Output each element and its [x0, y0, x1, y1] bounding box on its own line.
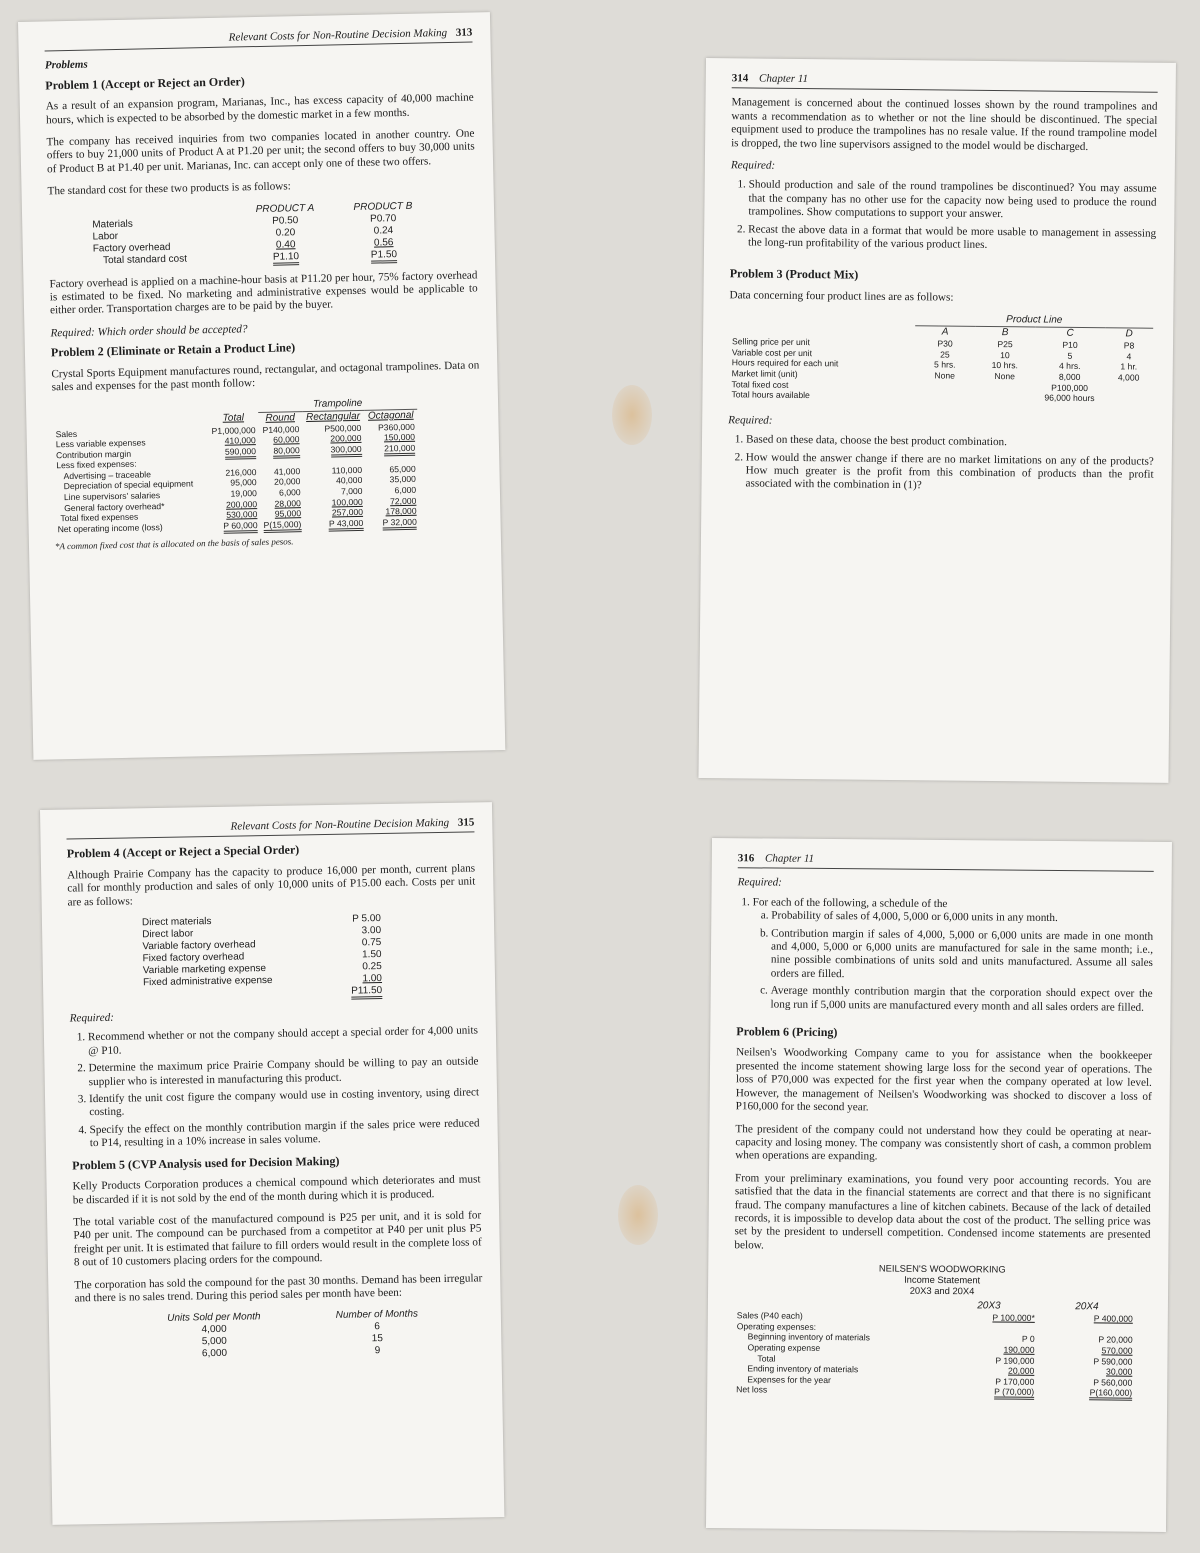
section-title: Problems [44, 58, 88, 72]
running-head [732, 72, 1158, 93]
total-cell: P11.50 [351, 985, 382, 1000]
cell: 96,000 hours [1044, 392, 1095, 404]
unit-cost-rows [138, 913, 386, 989]
cell: 5,000 [201, 1336, 227, 1348]
cell: Selling price per unit [731, 336, 810, 348]
cell: Total fixed cost [731, 378, 789, 390]
cell: P 590,000 [1093, 1355, 1133, 1367]
cell: Ending inventory of materials [747, 1363, 859, 1375]
cell: 4 hrs. [1058, 361, 1081, 372]
cell: 25 [940, 349, 950, 360]
problem-4-para-1: Although Prairie Company has the capacity to produce 16,000 per month, current plans call for monthly production and sales of only 10,000 units of P15.00 each. Costs per unit are as follows: [67, 862, 476, 909]
cell: Total [757, 1352, 776, 1364]
col-total: Total [222, 412, 245, 425]
cell: 10 hrs. [991, 360, 1018, 371]
cell: P 60,000 [223, 520, 258, 534]
problem-6-title: Problem 6 (Pricing) [736, 1024, 838, 1040]
cell: 0.24 [373, 224, 394, 237]
cell: 1.50 [361, 949, 382, 961]
cell: P1,000,000 [211, 424, 256, 436]
problem-4-title: Problem 4 (Accept or Reject a Special Order) [66, 842, 300, 861]
cell: Depreciation of special equipment [63, 478, 194, 492]
statement-subtitle: Income Statement [904, 1273, 981, 1286]
cell: 7,000 [340, 485, 363, 497]
cell: P1.50 [371, 249, 397, 264]
cell: 210,000 [384, 442, 415, 456]
problem-3-para-1: Data concerning four product lines are as follows: [729, 289, 954, 304]
cell: 110,000 [331, 464, 363, 476]
cell: 8,000 [1058, 371, 1081, 383]
cell: P 100,000* [992, 1312, 1035, 1323]
cell: 41,000 [273, 466, 301, 477]
statement-period: 20X3 and 20X4 [909, 1284, 975, 1297]
cell: P140,000 [262, 423, 300, 435]
cell: P 560,000 [1093, 1377, 1133, 1388]
cell: Variable factory overhead [142, 939, 256, 953]
cell: P 170,000 [995, 1376, 1035, 1387]
problem-1-para-4: Factory overhead is applied on a machine-hour basis at P11.20 per hour, 75% factory overhead is estimated to be fixed. No marketing and administrative expenses would be applicable to either order. Transportation charges are to be paid by the buyer. [49, 269, 478, 317]
col-round: Round [265, 411, 296, 424]
cell: P 5.00 [352, 913, 381, 925]
required-list [730, 179, 1157, 254]
cell: Hours required for each unit [731, 357, 839, 369]
cell: P 20,000 [1098, 1334, 1133, 1346]
problem-5-para-1: Kelly Products Corporation produces a chemical compound which deteriorates and must be discarded if it is not sold by the end of the month during which it is produced. [72, 1173, 481, 1206]
required-intro: 1. For each of the following, a schedule of the [741, 896, 948, 910]
cell: General factory overhead* [64, 500, 165, 513]
page-number: 313 [455, 26, 473, 39]
cell: 590,000 [225, 446, 256, 460]
cell: 19,000 [230, 488, 257, 499]
problem-5-para-2: The total variable cost of the manufactured compound is P25 per unit, and it is sold for P40 per unit. The compound can be purchased from a competitor at P40 per unit plus P5 freight per unit. It is estimated that failure to fill orders would result in the complete loss of 8 out of 10 customers placing orders for the compound. [73, 1209, 482, 1269]
cell: 4 [1126, 351, 1132, 362]
running-head [66, 816, 474, 840]
cell: P500,000 [324, 422, 362, 434]
cell: 10 [1000, 349, 1010, 361]
running-head [738, 852, 1154, 872]
page-number: 316 [737, 852, 755, 865]
cell: 95,000 [274, 508, 302, 519]
cell: P(160,000) [1090, 1388, 1133, 1401]
group-header: Product Line [915, 313, 1153, 328]
col-number-months: Number of Months [335, 1308, 419, 1322]
page-314 [698, 58, 1176, 783]
cell: P0.50 [272, 214, 299, 227]
cell: 6 [374, 1321, 380, 1333]
cell: Variable marketing expense [142, 963, 267, 977]
page-316 [706, 838, 1172, 1532]
list-item: 4. Specify the effect on the monthly contribution margin if the sales price were reduced to P14, resulting in a 10% increase in sales volume. [89, 1117, 479, 1151]
income-statement-rows [733, 1310, 1136, 1398]
cell: P1.10 [273, 251, 299, 266]
col-rectangular: Rectangular [305, 410, 361, 423]
cell: Less fixed expenses: [56, 458, 137, 471]
cell: Total hours available [731, 389, 810, 401]
running-head-title: Chapter 11 [765, 852, 815, 865]
cell: 570,000 [1101, 1345, 1133, 1356]
col-octagonal: Octagonal [367, 409, 414, 422]
cell: P 43,000 [329, 518, 364, 532]
cell: 4,000 [1117, 372, 1140, 383]
list-item: 2. How would the answer change if there are no market limitations on any of the products? How much greater is the profit from this combination of products than the profit associated with the combination in (1)? [745, 451, 1153, 495]
list-item: 2. Determine the maximum price Prairie Company should be willing to pay an outside supplier who is interested in manufacturing this product. [88, 1056, 478, 1090]
cell: 178,000 [385, 506, 417, 517]
cell: 40,000 [335, 475, 363, 486]
cell: 9 [374, 1345, 381, 1357]
page-curl-shadow [618, 1185, 658, 1245]
page-313 [18, 12, 505, 760]
footnote: *A common fixed cost that is allocated on the basis of sales pesos. [54, 536, 294, 552]
cell: None [934, 370, 956, 381]
table-row [733, 1385, 1135, 1399]
problem-2-title: Problem 2 (Eliminate or Retain a Product Line) [50, 340, 296, 360]
required-list [70, 1025, 480, 1151]
col-b: B [1001, 327, 1009, 339]
cell: 530,000 [226, 509, 258, 520]
cell: 4,000 [201, 1324, 227, 1336]
cell: P8 [1123, 340, 1135, 351]
problem-1-title: Problem 1 (Accept or Reject an Order) [45, 74, 245, 93]
page-315 [40, 802, 504, 1525]
col-d: D [1125, 328, 1133, 340]
cell: Operating expenses: [736, 1320, 817, 1332]
cell: 410,000 [224, 435, 256, 446]
cell: 20,000 [1008, 1365, 1035, 1376]
list-item: 1. Recommend whether or not the company should accept a special order for 4,000 units @ P10. [88, 1025, 478, 1059]
required-intro-text: For each of the following, a schedule of the [752, 896, 948, 910]
cell: Fixed factory overhead [142, 951, 245, 965]
cell: Variable cost per unit [731, 347, 813, 359]
problem-1-para-2: The company has received inquiries from two companies located in another country. One offers to buy 21,000 units of Product A at P1.20 per unit; the second offers to buy 30,000 units of Product B at P1.40 per unit. Marianas, Inc. can accept only one of these two offers. [46, 127, 475, 176]
cell: 3.00 [361, 925, 382, 937]
cell: Fixed administrative expense [142, 974, 273, 989]
cell: 35,000 [389, 474, 417, 485]
problem-1-para-1: As a result of an expansion program, Marianas, Inc., has excess capacity of 40,000 machine hours, which is expected to be absorbed by the domestic market in a few months. [45, 91, 474, 127]
running-head-title: Relevant Costs for Non-Routine Decision Making [228, 27, 448, 44]
cell: Net loss [736, 1384, 768, 1395]
cell: 72,000 [389, 495, 417, 506]
row-label: Total standard cost [102, 253, 188, 266]
col-c: C [1066, 328, 1074, 340]
cell: Direct materials [141, 916, 212, 929]
problem-5-title: Problem 5 (CVP Analysis used for Decision Making) [72, 1153, 340, 1173]
problem-5-para-3: The corporation has sold the compound for the past 30 months. Demand has been irregular and there is no sales trend. During this period sales per month have been: [74, 1271, 483, 1305]
required-list [727, 434, 1154, 496]
required-label: Required: [730, 159, 776, 172]
cell: P 0 [1021, 1334, 1035, 1345]
cell: P 190,000 [995, 1355, 1035, 1366]
list-item: 1. Based on these data, choose the best product combination. [746, 434, 1154, 452]
problem-2-continued: Management is concerned about the continued losses shown by the round trampolines and wants a recommendation as to whether or not the line should be discontinued. The special equipment used to produce the trampolines has no resale value. If the round trampoline model is dropped, the two line supervisors assigned to the model would be discharged. [731, 96, 1158, 153]
required-label: Required: [728, 414, 773, 427]
running-head-title: Chapter 11 [758, 72, 809, 86]
cell: 1.00 [362, 973, 383, 985]
cell: 0.25 [362, 961, 382, 973]
problem-6-para-1: Neilsen's Woodworking Company came to you for assistance when the bookkeeper presented the income statement showing large loss for the second year of operations. The loss of P70,000 was expected for the first year when the company operated at low level. However, the management of Neilsen's Woodworking was shocked to discover a loss of P160,000 for the second year. [735, 1046, 1153, 1114]
cell: 200,000 [225, 498, 258, 510]
running-head [44, 26, 472, 51]
row-label: Materials [92, 218, 133, 231]
list-item: 2. Recast the above data in a format that would be more usable to management in assessing the long-run profitability of the various product lines. [748, 223, 1156, 254]
list-item: b. Contribution margin if sales of 4,000, 5,000 or 6,000 units are made in one month and 4,000, 5,000 or 6,000 units are manufactured for sale in the same month; i.e., nine possible combinations of units sold and units manufactured. Assume all sales orders are filled. [771, 927, 1153, 984]
cell: 20,000 [274, 476, 301, 488]
cell: P30 [937, 338, 953, 349]
cell: P10 [1062, 340, 1078, 351]
group-header: Trampoline [258, 396, 417, 412]
cell: 30,000 [1106, 1366, 1133, 1377]
cell: Net operating income (loss) [57, 521, 163, 535]
cell: 1 hr. [1120, 361, 1138, 373]
col-product-a: PRODUCT A [255, 202, 315, 215]
cell: 15 [371, 1333, 383, 1345]
col-product-b: PRODUCT B [353, 200, 413, 213]
row-label: Labor [92, 230, 119, 243]
problem-2-para-1: Crystal Sports Equipment manufactures round, rectangular, and octagonal trampolines. Data on sales and expenses for the past month follow: [51, 359, 480, 394]
cell: 28,000 [274, 497, 301, 509]
cell: Sales (P40 each) [736, 1310, 803, 1321]
cell: 216,000 [225, 466, 257, 478]
cell: Advertising – traceable [63, 469, 152, 482]
cell: 6,000 [279, 487, 301, 498]
cell: Contribution margin [55, 448, 132, 460]
cell: P 400,000 [1093, 1313, 1133, 1324]
problem-1-para-3: The standard cost for these two products is as follows: [47, 180, 291, 198]
cell: 300,000 [330, 444, 361, 458]
income-statement-table [733, 1298, 1136, 1398]
cell: Beginning inventory of materials [747, 1331, 870, 1343]
cell: None [994, 371, 1016, 382]
cell: 5 hrs. [933, 359, 956, 371]
cell: 200,000 [330, 432, 362, 444]
cell: P100,000 [1051, 382, 1089, 393]
cell: Market limit (unit) [731, 368, 798, 380]
list-item: 3. Identify the unit cost figure the company would use in costing inventory, using direct costing. [89, 1086, 479, 1120]
list-item: 1. Should production and sale of the round trampolines be discontinued? You may assume that the company has no other use for the capacity now being used to produce the round trampolines. Show computations to support your answer. [748, 179, 1156, 223]
cell: 0.75 [361, 937, 382, 949]
cell: P 32,000 [382, 517, 417, 531]
cell: P0.70 [370, 212, 397, 225]
cell: 257,000 [331, 507, 364, 518]
running-head-title: Relevant Costs for Non-Routine Decision Making [230, 816, 450, 833]
cell: P360,000 [377, 421, 415, 433]
sales-history-rows [115, 1320, 442, 1362]
cell: 5 [1067, 350, 1073, 361]
cell: P25 [997, 339, 1013, 350]
unit-cost-table [138, 913, 386, 1001]
problem-3-title: Problem 3 (Product Mix) [729, 266, 859, 283]
cell: 60,000 [273, 434, 300, 445]
cell: 6,000 [201, 1348, 228, 1360]
statement-title: NEILSEN'S WOODWORKING [878, 1262, 1006, 1275]
cell: Line supervisors' salaries [63, 490, 161, 503]
cell: 0.20 [275, 226, 296, 239]
page-curl-shadow [612, 385, 652, 445]
cell: 65,000 [389, 463, 416, 475]
list-item: c. Average monthly contribution margin that the corporation should expect over the long run if 5,000 units are manufactured every month and all sales orders are filled. [770, 985, 1152, 1015]
page-number: 314 [731, 72, 749, 85]
cell: Less variable expenses [55, 437, 146, 450]
cell: 0.40 [275, 238, 296, 251]
cell: 100,000 [331, 496, 363, 508]
row-label: Factory overhead [92, 241, 171, 255]
problem-6-para-2: The president of the company could not understand how they could be operating at near-capacity and losing money. The company was consistently short of cash, a common problem when operations are expanding. [735, 1122, 1152, 1163]
cell: Expenses for the year [747, 1374, 831, 1385]
trampoline-table [52, 396, 420, 535]
cell: 95,000 [230, 477, 257, 489]
col-units-sold: Units Sold per Month [167, 1311, 261, 1325]
statement-header [734, 1261, 1150, 1298]
cell: Direct labor [142, 928, 194, 941]
cell: P (70,000) [994, 1387, 1034, 1400]
problem-6-para-3: From your preliminary examinations, you found very poor accounting records. You are satisfied that the data in the financial statements are correct and that there is no significant fraud. The company manufactures a line of kitchen cabinets. Because of the lack of detailed records, it is impossible to develop data about the cost of the product. The selling price was set by the president to undersell competition. Condensed income statements are presented below. [734, 1171, 1152, 1252]
col-20x3: 20X3 [977, 1300, 1001, 1312]
cell: 0.56 [373, 236, 394, 249]
cell: 6,000 [394, 484, 417, 496]
product-line-rows [728, 337, 1153, 405]
trampoline-rows [53, 421, 420, 535]
cell: Total fixed expenses [60, 511, 139, 524]
cell: 150,000 [383, 431, 416, 443]
product-line-table [728, 312, 1153, 405]
required-label: Required: [737, 876, 782, 890]
sales-history-table [115, 1308, 442, 1362]
required-label: Required: [69, 1011, 115, 1025]
problem-1-required: Required: Which order should be accepted? [50, 323, 248, 340]
required-sublist [750, 910, 1153, 1015]
standard-cost-table [88, 200, 433, 267]
cell: 190,000 [1003, 1344, 1035, 1355]
col-a: A [941, 326, 949, 338]
list-item: a. Probability of sales of 4,000, 5,000 or 6,000 units in any month. [771, 910, 1153, 927]
cell: P(15,000) [263, 519, 301, 533]
cell: Sales [55, 428, 78, 439]
col-20x4: 20X4 [1075, 1301, 1099, 1313]
cell: Operating expense [747, 1342, 821, 1353]
page-number: 315 [457, 816, 475, 829]
cell: 80,000 [273, 445, 300, 459]
